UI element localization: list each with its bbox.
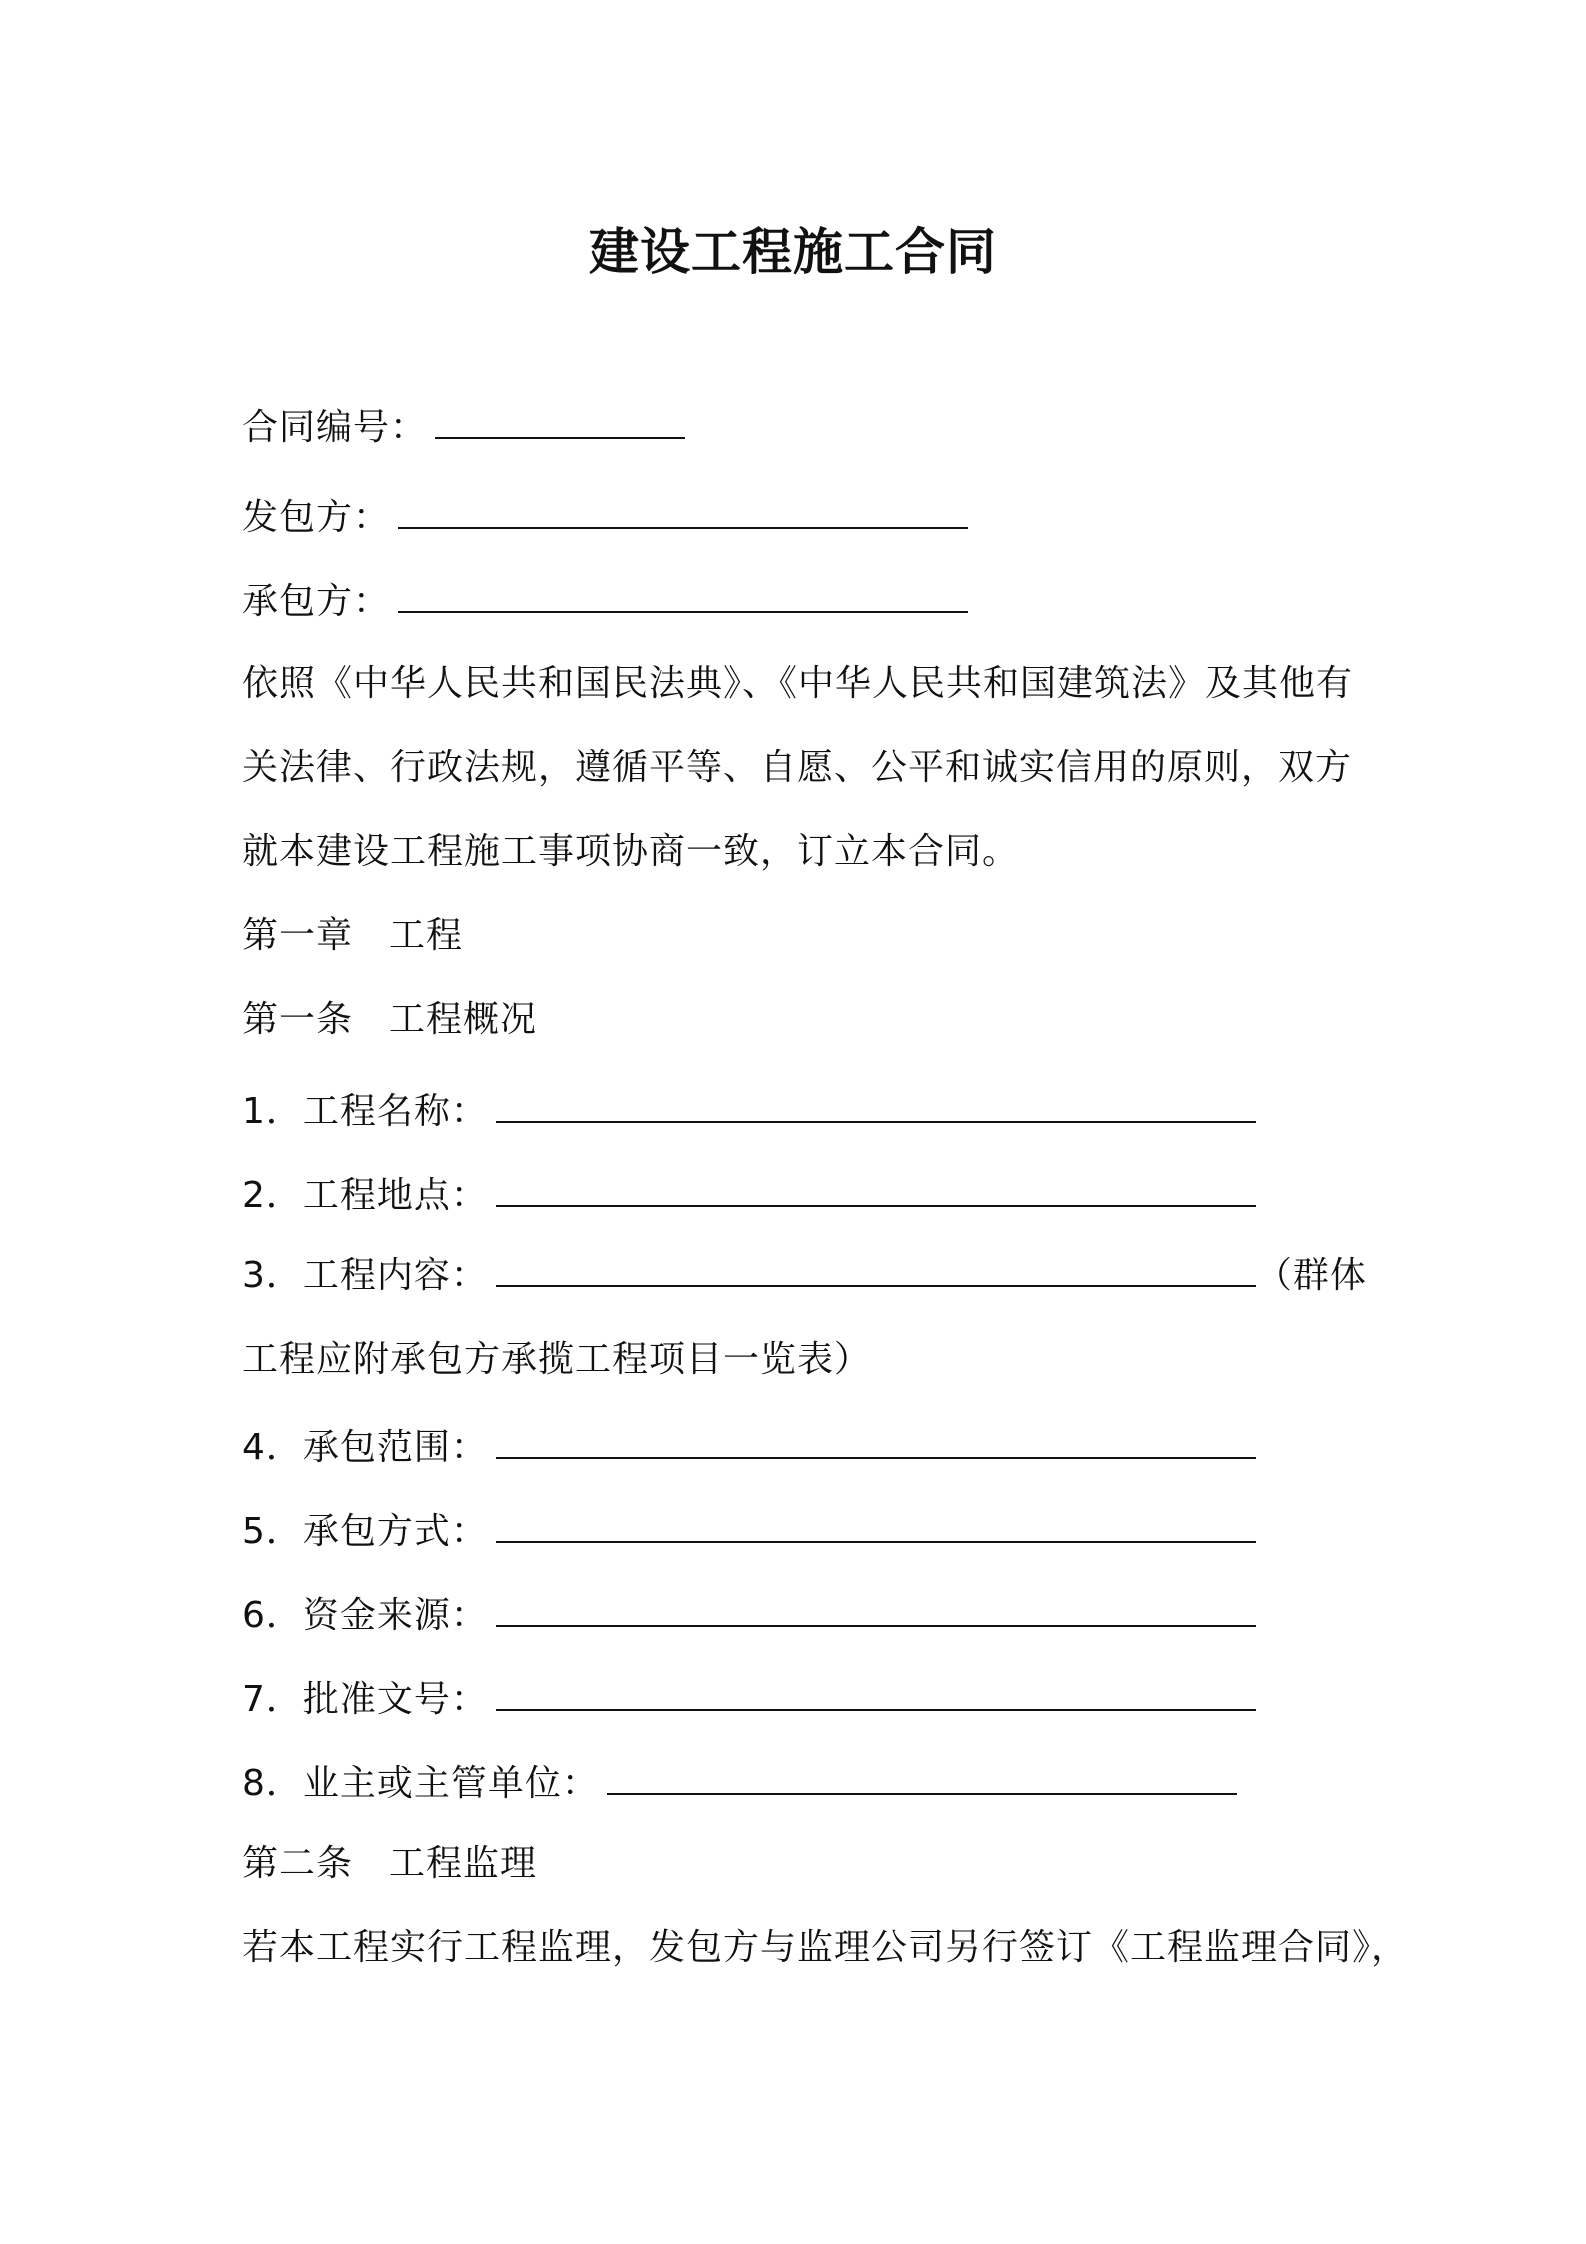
chapter-1-title: 工程	[389, 915, 464, 956]
article-1-number: 第一条	[242, 999, 354, 1040]
supervision-paragraph: 若本工程实行工程监理，发包方与监理公司另行签订《工程监理合同》，	[242, 1927, 1409, 1968]
item-blank	[496, 1511, 1256, 1543]
preamble-line-1: 依照《中华人民共和国民法典》、《中华人民共和国建筑法》及其他有	[242, 663, 1354, 704]
item-owner-unit	[242, 1762, 1237, 1806]
contractor-line	[242, 580, 968, 624]
contractor-label: 承包方：	[242, 581, 391, 622]
employer-label: 发包方：	[242, 497, 391, 538]
item-contract-scope	[242, 1426, 1256, 1470]
contractor-blank	[398, 581, 968, 613]
item-approval-number	[242, 1678, 1256, 1722]
item-label: 2．工程地点：	[242, 1175, 488, 1216]
contract-number-line	[242, 406, 685, 450]
article-1-title: 工程概况	[389, 999, 538, 1040]
item-label: 5．承包方式：	[242, 1511, 488, 1552]
item-fund-source	[242, 1594, 1256, 1638]
item-label: 8．业主或主管单位：	[242, 1763, 599, 1804]
item-blank	[496, 1595, 1256, 1627]
preamble-line-2: 关法律、行政法规，遵循平等、自愿、公平和诚实信用的原则，双方	[242, 747, 1353, 788]
document-title: 建设工程施工合同	[589, 223, 997, 281]
chapter-1-heading	[242, 914, 463, 958]
item-suffix: （群体	[1255, 1255, 1367, 1296]
item-project-location	[242, 1174, 1256, 1218]
contract-number-label: 合同编号：	[242, 407, 428, 448]
item-label: 4．承包范围：	[242, 1427, 488, 1468]
item-blank	[496, 1091, 1256, 1123]
article-2-heading	[242, 1842, 537, 1886]
item-blank	[496, 1427, 1256, 1459]
article-2-title: 工程监理	[389, 1843, 538, 1884]
item-project-content-continuation: 工程应附承包方承揽工程项目一览表）	[242, 1339, 872, 1380]
article-2-number: 第二条	[242, 1843, 354, 1884]
contract-number-blank	[435, 407, 685, 439]
item-label: 7．批准文号：	[242, 1679, 488, 1720]
item-blank	[496, 1679, 1256, 1711]
preamble-line-3: 就本建设工程施工事项协商一致，订立本合同。	[242, 831, 1020, 872]
employer-blank	[398, 497, 968, 529]
item-blank	[496, 1255, 1256, 1287]
item-blank	[496, 1175, 1256, 1207]
item-contract-method	[242, 1510, 1256, 1554]
item-label: 6．资金来源：	[242, 1595, 488, 1636]
chapter-1-number: 第一章	[242, 915, 354, 956]
item-label: 1．工程名称：	[242, 1091, 488, 1132]
item-blank	[607, 1763, 1237, 1795]
item-label: 3．工程内容：	[242, 1255, 488, 1296]
employer-line	[242, 496, 968, 540]
item-project-content	[242, 1254, 1367, 1298]
article-1-heading	[242, 998, 537, 1042]
item-project-name	[242, 1090, 1256, 1134]
